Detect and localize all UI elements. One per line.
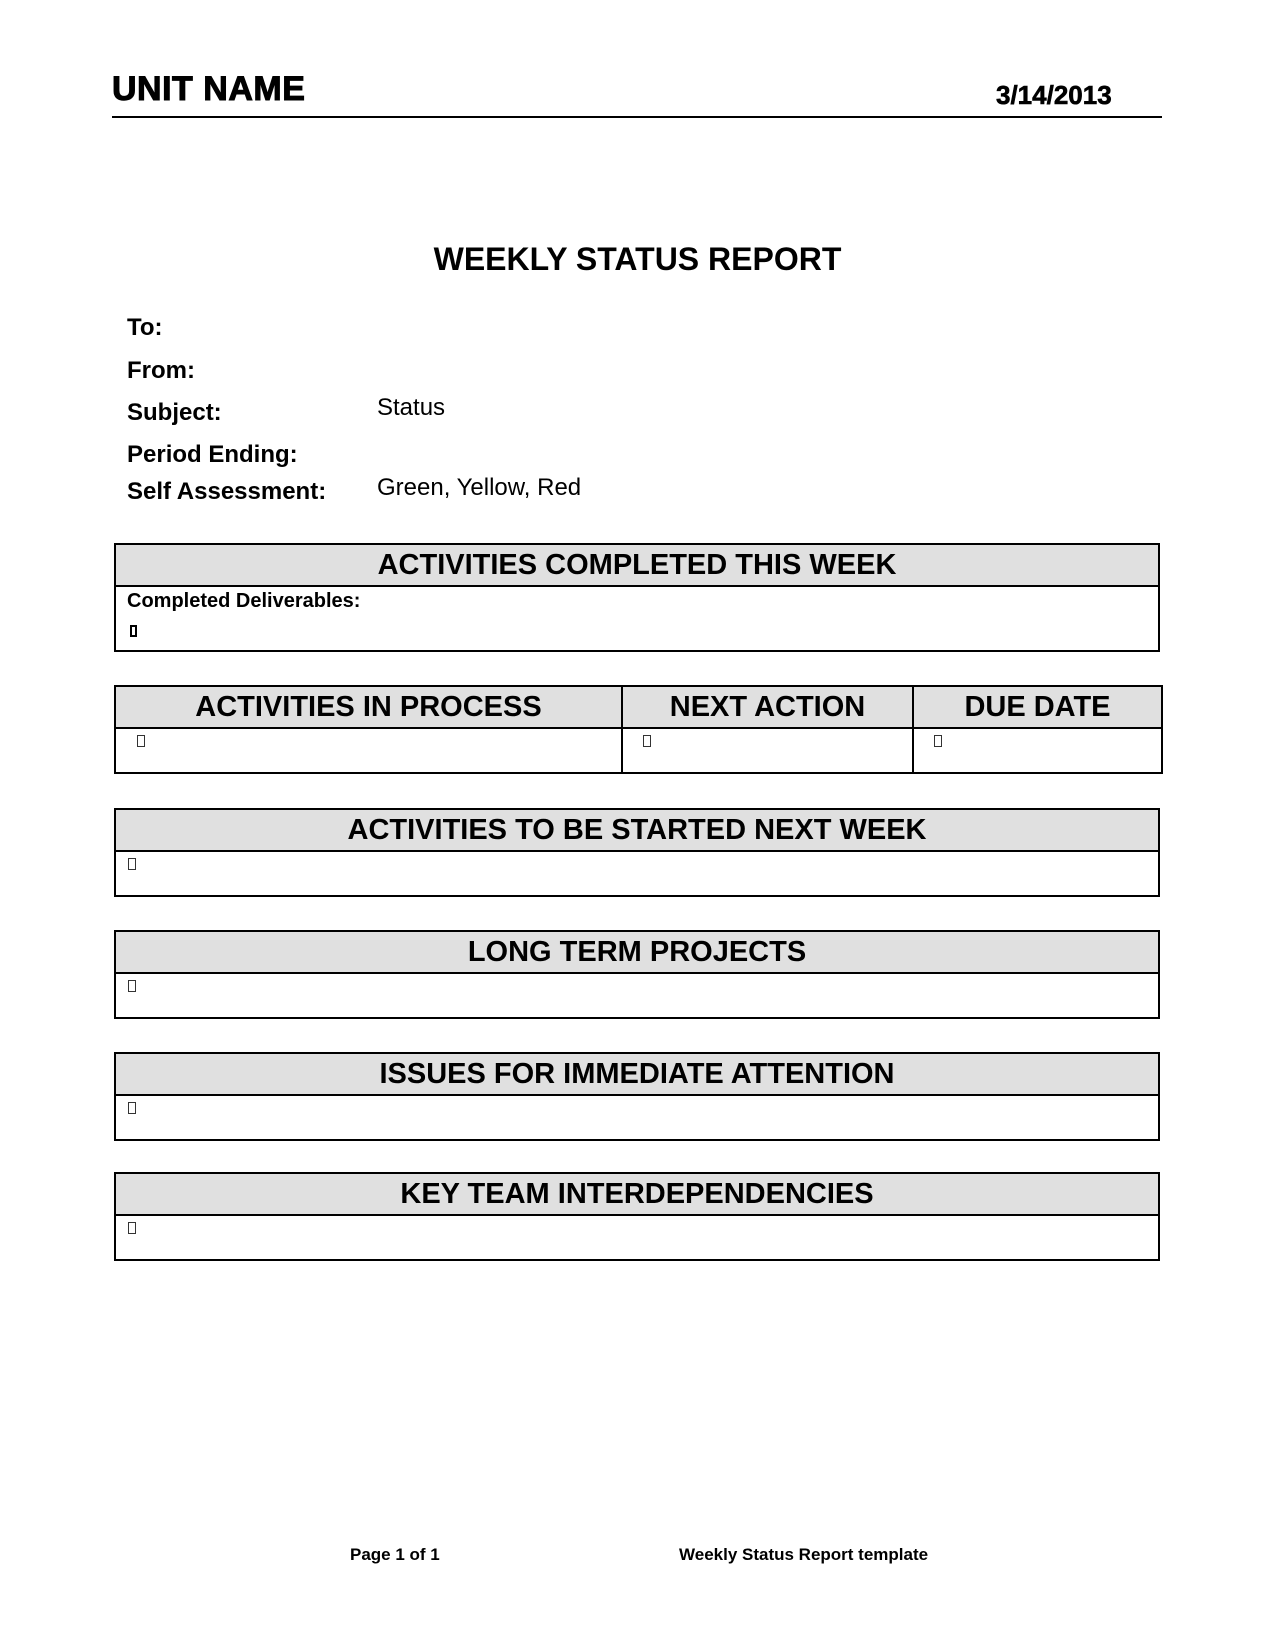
bullet-box-icon: [128, 858, 136, 870]
bullet-box-icon: [128, 1102, 136, 1114]
column-header-next-action: NEXT ACTION: [623, 687, 912, 729]
bullet-box-icon: [934, 735, 942, 747]
subject-value: Status: [377, 394, 446, 421]
period-ending-label: Period Ending:: [127, 441, 298, 468]
footer-page-number: Page 1 of 1: [350, 1545, 440, 1564]
section-interdependencies-title: KEY TEAM INTERDEPENDENCIES: [116, 1174, 1158, 1216]
section-completed-title: ACTIVITIES COMPLETED THIS WEEK: [116, 545, 1158, 587]
column-activities-in-process: [116, 687, 621, 772]
section-issues-title: ISSUES FOR IMMEDIATE ATTENTION: [116, 1054, 1158, 1096]
section-completed: [114, 543, 1160, 652]
self-assessment-label: Self Assessment:: [127, 478, 327, 505]
column-header-due-date: DUE DATE: [914, 687, 1161, 729]
column-next-action: [621, 687, 912, 772]
bullet-box-icon: [643, 735, 651, 747]
section-long-term: [114, 930, 1160, 1019]
footer-document-name: Weekly Status Report template: [679, 1545, 929, 1564]
report-title: WEEKLY STATUS REPORT: [433, 241, 842, 277]
section-issues-body[interactable]: [116, 1096, 1158, 1139]
cell-activities[interactable]: [116, 729, 621, 772]
activities-in-process-table: [114, 685, 1163, 774]
completed-deliverables-label: Completed Deliverables:: [127, 590, 361, 612]
column-due-date: [912, 687, 1161, 772]
bullet-box-icon: [128, 980, 136, 992]
cell-due-date[interactable]: [914, 729, 1161, 772]
section-long-term-body[interactable]: [116, 974, 1158, 1017]
section-next-week-title: ACTIVITIES TO BE STARTED NEXT WEEK: [116, 810, 1158, 852]
section-interdependencies-body[interactable]: [116, 1216, 1158, 1259]
section-completed-body[interactable]: [116, 587, 1158, 650]
self-assessment-value: Green, Yellow, Red: [377, 474, 582, 501]
bullet-box-icon: [137, 735, 145, 747]
section-interdependencies: [114, 1172, 1160, 1261]
header-divider: [112, 116, 1162, 118]
header-date: 3/14/2013: [996, 80, 1112, 110]
column-header-activities: ACTIVITIES IN PROCESS: [116, 687, 621, 729]
from-label: From:: [127, 357, 195, 384]
section-issues: [114, 1052, 1160, 1141]
bullet-box-icon: [128, 1222, 136, 1234]
section-next-week: [114, 808, 1160, 897]
bullet-box-icon: [130, 625, 137, 637]
unit-name: UNIT NAME: [112, 70, 306, 108]
subject-label: Subject:: [127, 399, 222, 426]
section-long-term-title: LONG TERM PROJECTS: [116, 932, 1158, 974]
section-next-week-body[interactable]: [116, 852, 1158, 895]
to-label: To:: [127, 314, 163, 341]
cell-next-action[interactable]: [623, 729, 912, 772]
